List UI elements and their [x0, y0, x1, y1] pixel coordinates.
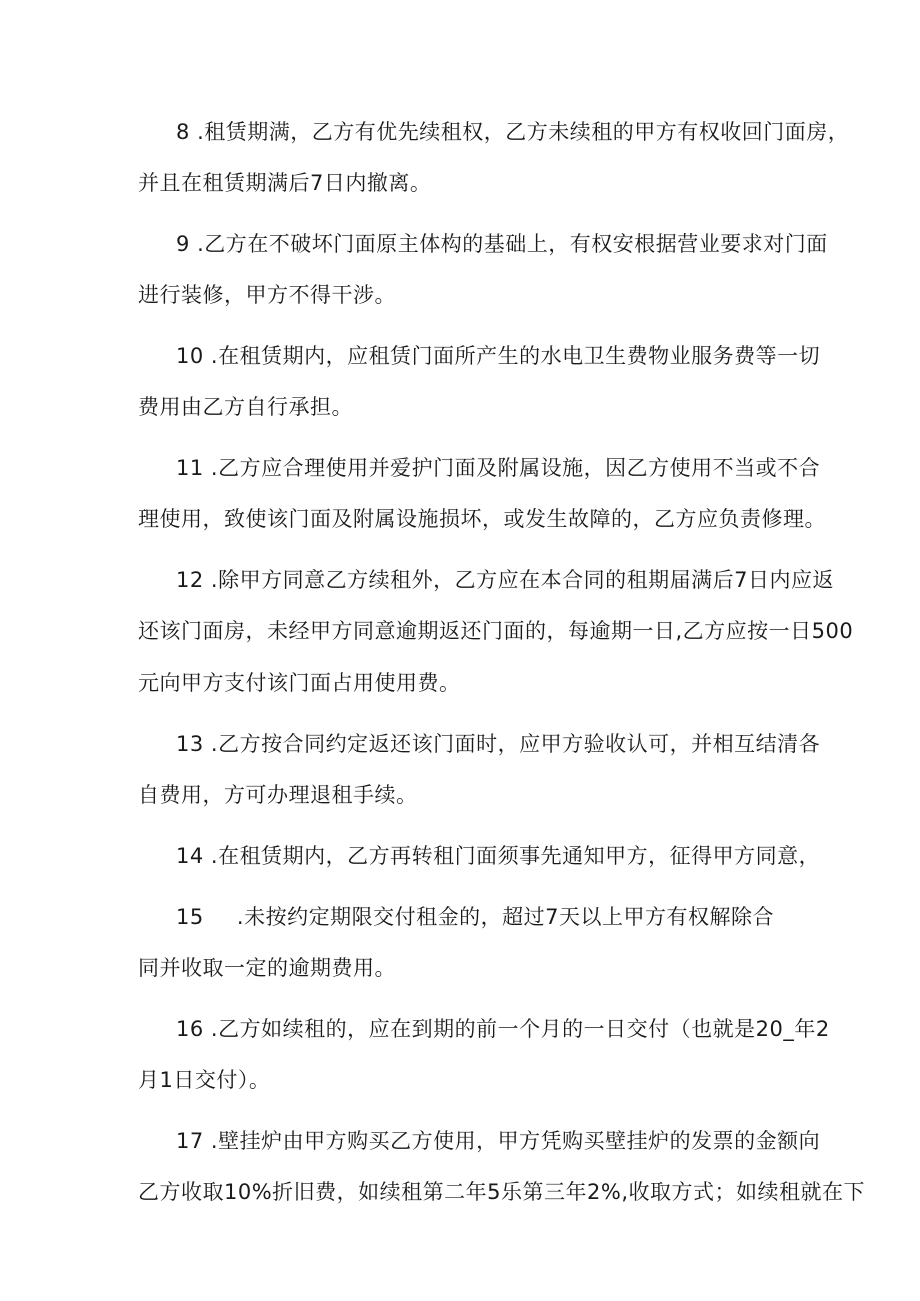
clause-number: 17: [176, 1129, 204, 1153]
clause-text: 自费用，方可办理退租手续。: [138, 783, 418, 807]
clause-10-line-1: [176, 341, 820, 371]
clause-11-line-1: [176, 453, 820, 483]
clause-text: .壁挂炉由甲方购买乙方使用，甲方凭购买壁挂炉的发票的金额向: [210, 1129, 821, 1153]
clause-text: 还该门面房，未经甲方同意逾期返还门面的，每逾期一日,乙方应按一日500: [138, 619, 854, 643]
clause-9-line-2: [138, 280, 396, 310]
clause-11-line-2: [138, 504, 826, 534]
clause-number: 8: [176, 120, 190, 144]
clause-number: 13: [176, 732, 204, 756]
clause-text: .在租赁期内，应租赁门面所产生的水电卫生费物业服务费等一切: [210, 344, 821, 368]
clause-number: 16: [176, 1017, 204, 1041]
clause-text: .租赁期满，乙方有优先续租权，乙方未续租的甲方有权收回门面房，: [197, 120, 850, 144]
clause-12-line-3: [138, 668, 461, 698]
clause-text: 理使用，致使该门面及附属设施损坏，或发生故障的，乙方应负责修理。: [138, 507, 826, 531]
clause-14-line-1: [176, 841, 820, 871]
clause-text: .在租赁期内，乙方再转租门面须事先通知甲方，征得甲方同意，: [210, 844, 821, 868]
clause-text: 乙方收取10%折旧费，如续租第二年5乐第三年2%,收取方式；如续租就在下: [138, 1180, 866, 1204]
clause-text: 元向甲方支付该门面占用使用费。: [138, 671, 461, 695]
clause-text: .未按约定期限交付租金的，超过7天以上甲方有权解除合: [236, 905, 774, 929]
clause-number: 14: [176, 844, 204, 868]
clause-13-line-1: [176, 729, 820, 759]
clause-17-line-2: [138, 1177, 865, 1207]
clause-text: .乙方应合理使用并爱护门面及附属设施，因乙方使用不当或不合: [210, 456, 821, 480]
clause-text: 月1日交付）。: [138, 1068, 271, 1092]
clause-text: 同并收取一定的逾期费用。: [138, 956, 396, 980]
clause-text: .乙方按合同约定返还该门面时，应甲方验收认可，并相互结清各: [210, 732, 821, 756]
clause-number: 12: [176, 568, 204, 592]
clause-16-line-2: [138, 1065, 270, 1095]
clause-number: 11: [176, 456, 204, 480]
clause-15-line-2: [138, 953, 396, 983]
clause-number: 9: [176, 232, 190, 256]
clause-number: 10: [176, 344, 204, 368]
clause-12-line-2: [138, 616, 853, 646]
clause-text: .除甲方同意乙方续租外，乙方应在本合同的租期届满后7日内应返: [210, 568, 834, 592]
clause-text: 进行装修，甲方不得干涉。: [138, 283, 396, 307]
clause-8-line-1: [176, 117, 849, 147]
clause-13-line-2: [138, 780, 418, 810]
clause-16-line-1: [176, 1014, 830, 1044]
clause-text: .乙方在不破坏门面原主体构的基础上，有权安根据营业要求对门面: [197, 232, 828, 256]
clause-9-line-1: [176, 229, 828, 259]
clause-15-line-1: [176, 902, 774, 932]
clause-text: .乙方如续租的，应在到期的前一个月的一日交付（也就是20_年2: [210, 1017, 830, 1041]
clause-text: 并且在租赁期满后7日内撤离。: [138, 171, 432, 195]
clause-8-line-2: [138, 168, 431, 198]
clause-text: 费用由乙方自行承担。: [138, 395, 353, 419]
clause-number: 15: [176, 905, 204, 929]
clause-10-line-2: [138, 392, 353, 422]
clause-17-line-1: [176, 1126, 820, 1156]
clause-12-line-1: [176, 565, 834, 595]
